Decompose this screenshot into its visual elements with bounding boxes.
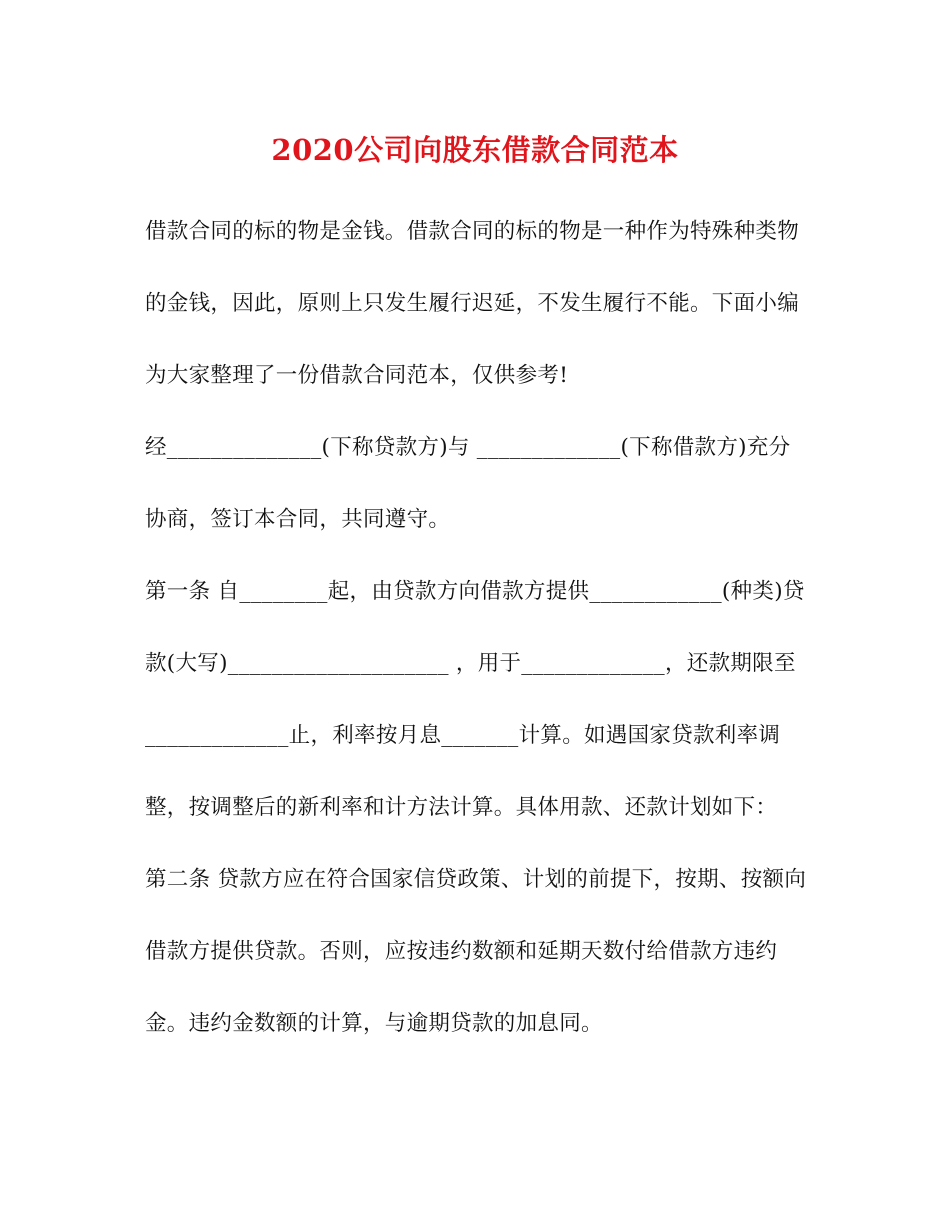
- body-line: 为大家整理了一份借款合同范本，仅供参考!: [145, 363, 569, 388]
- document-title: 2020公司向股东借款合同范本: [271, 133, 679, 167]
- document-body: [145, 206, 815, 1070]
- body-line: 第二条 贷款方应在符合国家信贷政策、计划的前提下，按期、按额向: [145, 867, 807, 892]
- body-line: 第一条 自________起，由贷款方向借款方提供____________(种类)贷: [145, 579, 805, 604]
- body-line: 借款合同的标的物是金钱。借款合同的标的物是一种作为特殊种类物: [145, 219, 800, 244]
- body-line: 整，按调整后的新利率和计方法计算。具体用款、还款计划如下：: [145, 795, 778, 820]
- body-line: 金。违约金数额的计算，与逾期贷款的加息同。: [145, 1011, 603, 1036]
- body-line: 经______________(下称贷款方)与 _____________(下称借款方)充分: [145, 435, 791, 460]
- body-line: 借款方提供贷款。否则，应按违约数额和延期天数付给借款方违约: [145, 939, 778, 964]
- body-line: 的金钱，因此，原则上只发生履行迟延，不发生履行不能。下面小编: [145, 291, 800, 316]
- body-line: _____________止，利率按月息_______计算。如遇国家贷款利率调: [145, 723, 781, 748]
- body-line: 协商，签订本合同，共同遵守。: [145, 507, 451, 532]
- body-line: 款(大写)____________________ ，用于_____________，还款期限至: [145, 651, 796, 676]
